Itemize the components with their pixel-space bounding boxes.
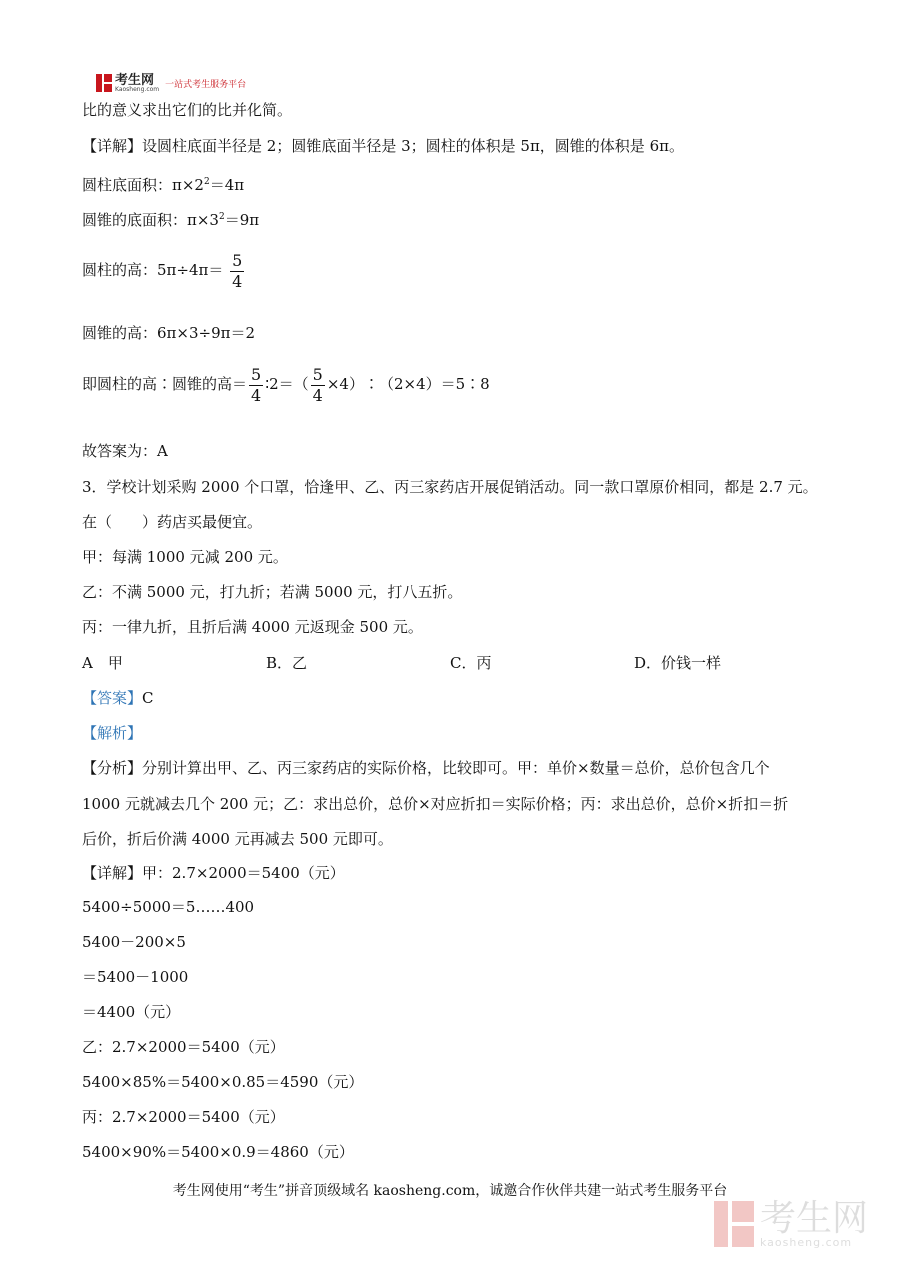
detail-line: 丙：2.7×2000＝5400（元） (82, 1108, 285, 1126)
formula-text: 圆锥的底面积：π×3 (82, 211, 219, 229)
text-line: 比的意义求出它们的比并化简。 (82, 101, 293, 119)
answer-value: C (142, 689, 154, 707)
text-line (82, 136, 684, 156)
option-c: C．丙 (450, 654, 492, 672)
watermark-name: 考生网 (760, 1197, 869, 1239)
analysis-line (82, 758, 770, 778)
formula-line (82, 246, 246, 294)
fraction (249, 364, 263, 405)
analysis-sub-tag: 【分析】 (82, 759, 143, 777)
answer-line (82, 688, 154, 708)
formula-text: 圆柱底面积：π×2 (82, 176, 204, 194)
detail-line: 5400×90%＝5400×0.9＝4860（元） (82, 1143, 354, 1161)
logo-icon (96, 74, 112, 92)
fraction-denominator: 4 (232, 271, 243, 291)
answer-tag: 【答案】 (82, 689, 143, 707)
watermark-domain: kaosheng.com (760, 1235, 853, 1249)
question-line: 3．学校计划采购 2000 个口罩，恰逢甲、乙、丙三家药店开展促销活动。同一款口罩原价相同，都是 2.7 元。 (82, 478, 818, 496)
detail-line: 5400÷5000＝5……400 (82, 898, 255, 916)
detail-line: 5400×85%＝5400×0.85＝4590（元） (82, 1073, 364, 1091)
formula-text: ＝4π (209, 176, 245, 194)
formula-line: 圆锥的高：6π×3÷9π＝2 (82, 324, 256, 342)
superscript: 2 (218, 212, 225, 222)
fraction-denominator: 4 (251, 385, 262, 405)
option-a: A 甲 (82, 654, 123, 672)
formula-text: ＝9π (224, 211, 260, 229)
detail-line (82, 863, 345, 883)
detail-line: ＝4400（元） (82, 1003, 181, 1021)
question-line: 甲：每满 1000 元减 200 元。 (82, 548, 288, 566)
superscript: 2 (203, 177, 210, 187)
formula-text: 圆柱的高：5π÷4π＝ (82, 261, 224, 279)
analysis-tag: 【解析】 (82, 724, 143, 742)
detail-text: 甲：2.7×2000＝5400（元） (142, 864, 345, 882)
fraction-numerator: 5 (312, 364, 323, 384)
logo-name: 考生网 (115, 72, 155, 88)
question-line: 在（ ）药店买最便宜。 (82, 513, 263, 531)
logo-domain: Kaosheng.com (115, 85, 160, 93)
formula-text: ×4）∶（2×4）＝5∶8 (326, 375, 490, 393)
detail-line: 乙：2.7×2000＝5400（元） (82, 1038, 285, 1056)
detail-line: 5400－200×5 (82, 933, 186, 951)
fraction-denominator: 4 (312, 385, 323, 405)
fraction-numerator: 5 (251, 364, 262, 384)
question-line: 乙：不满 5000 元，打九折；若满 5000 元，打八五折。 (82, 583, 463, 601)
analysis-line: 后价，折后价满 4000 元再减去 500 元即可。 (82, 830, 393, 848)
option-b: B．乙 (266, 654, 308, 672)
detail-text: 设圆柱底面半径是 2；圆锥底面半径是 3；圆柱的体积是 5π，圆锥的体积是 6π。 (142, 137, 684, 155)
fraction (230, 250, 244, 291)
fraction-numerator: 5 (232, 250, 243, 270)
formula-text: 即圆柱的高∶圆锥的高＝ (82, 375, 248, 393)
formula-line (82, 172, 244, 195)
logo-slogan: 一站式考生服务平台 (165, 79, 247, 90)
option-d: D．价钱一样 (634, 654, 722, 672)
analysis-text: 分别计算出甲、乙、丙三家药店的实际价格，比较即可。甲：单价×数量＝总价，总价包含几个 (142, 759, 770, 777)
page-footer: 考生网使用“考生”拼音顶级域名 kaosheng.com，诚邀合作伙伴共建一站式考生服务平台 (172, 1183, 728, 1199)
formula-line (82, 207, 259, 230)
formula-text: ∶2＝（ (265, 375, 309, 393)
fraction (311, 364, 325, 405)
header-logo (96, 70, 246, 96)
question-line: 丙：一律九折，且折后满 4000 元返现金 500 元。 (82, 618, 423, 636)
answer-line: 故答案为：A (82, 442, 168, 460)
analysis-line: 1000 元就减去几个 200 元；乙：求出总价，总价×对应折扣＝实际价格；丙：求出总价，总价×折扣＝折 (82, 795, 789, 813)
watermark-icon (714, 1201, 754, 1247)
detail-line: ＝5400－1000 (82, 968, 189, 986)
detail-tag: 【详解】 (82, 864, 143, 882)
watermark-logo (714, 1196, 884, 1252)
detail-tag: 【详解】 (82, 137, 143, 155)
formula-line (82, 360, 490, 408)
